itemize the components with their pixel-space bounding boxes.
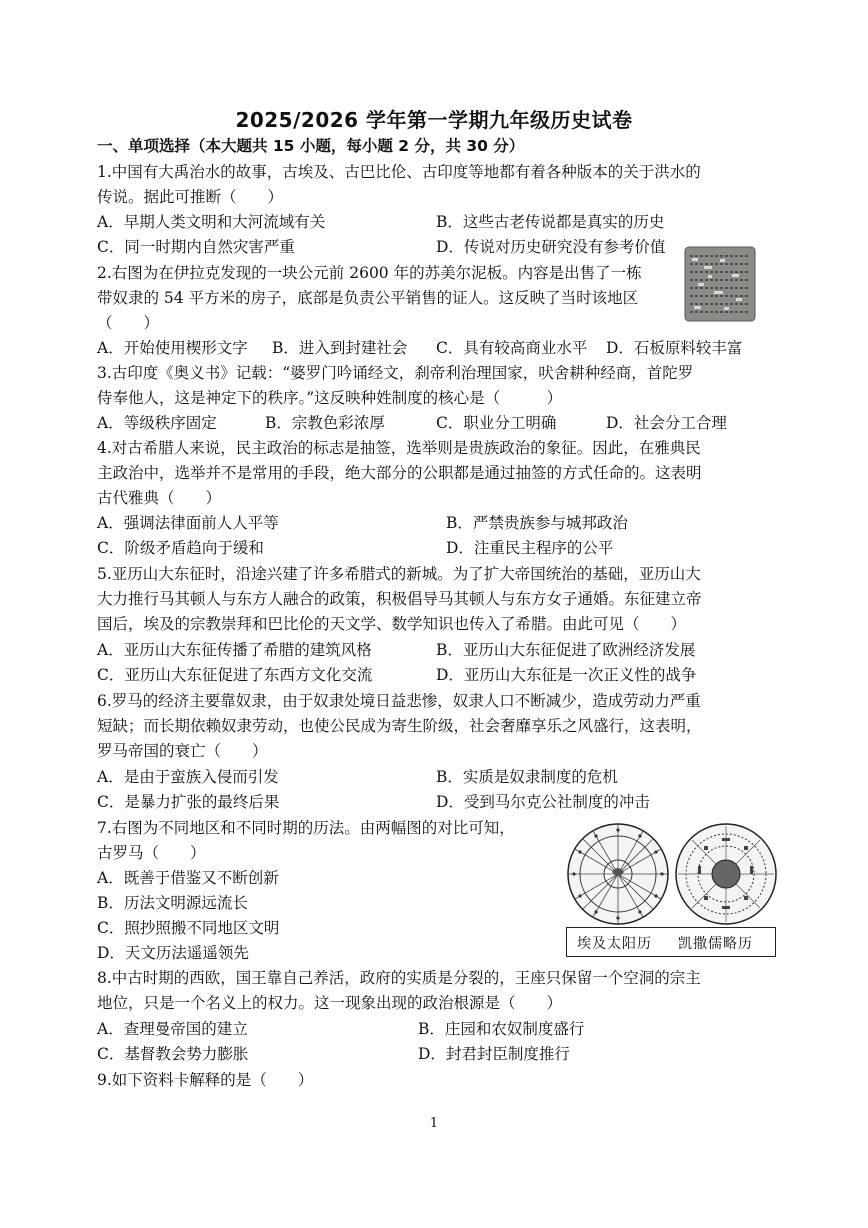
- egyptian-solar-calendar-image: [566, 822, 670, 926]
- question-8-stem-line-1: 8.中古时期的西欧，国王靠自己养活，政府的实质是分裂的，王座只保留一个空洞的宗主: [97, 969, 701, 987]
- question-5-stem-line-2: 大力推行马其顿人与东方人融合的政策，积极倡导马其顿人与东方女子通婚。东征建立帝: [97, 590, 702, 608]
- question-1-option-c: C．同一时期内自然灾害严重: [97, 238, 295, 256]
- question-5-stem-line-3: 国后，埃及的宗教崇拜和巴比伦的天文学、数学知识也传入了希腊。由此可见（ ）: [97, 615, 687, 633]
- question-6-option-b: B．实质是奴隶制度的危机: [436, 768, 618, 786]
- question-5-option-a: A．亚历山大东征传播了希腊的建筑风格: [97, 641, 372, 659]
- question-6-option-c: C．是暴力扩张的最终后果: [97, 793, 280, 811]
- question-4-stem-line-1: 4.对古希腊人来说，民主政治的标志是抽签，选举则是贵族政治的象征。因此，在雅典民: [97, 439, 701, 457]
- question-5-stem-line-1: 5.亚历山大东征时，沿途兴建了许多希腊式的新城。为了扩大帝国统治的基础，亚历山大: [97, 565, 701, 583]
- question-8-stem-line-2: 地位，只是一个名义上的权力。这一现象出现的政治根源是（ ）: [97, 994, 563, 1012]
- question-6-stem-line-2: 短缺；而长期依赖奴隶劳动，也使公民成为寄生阶级，社会奢靡享乐之风盛行，这表明，: [97, 717, 702, 735]
- egyptian-calendar-caption: 埃及太阳历: [577, 936, 652, 952]
- question-8-option-c: C．基督教会势力膨胀: [97, 1045, 249, 1063]
- exam-title: 2025/2026 学年第一学期九年级历史试卷: [235, 108, 633, 132]
- question-6-stem-line-1: 6.罗马的经济主要靠奴隶，由于奴隶处境日益悲惨，奴隶人口不断减少，造成劳动力严重: [97, 692, 701, 710]
- sumerian-clay-tablet-image: [684, 246, 756, 322]
- question-8-option-d: D．封君封臣制度推行: [418, 1045, 570, 1063]
- question-2-stem-line-2: 带奴隶的 54 平方米的房子，底部是负责公平销售的证人。这反映了当时该地区: [97, 289, 639, 307]
- julian-calendar-image: [674, 822, 778, 926]
- question-1-stem-line-1: 1.中国有大禹治水的故事，古埃及、古巴比伦、古印度等地都有着各种版本的关于洪水的: [97, 163, 701, 181]
- page-number: 1: [429, 1116, 439, 1131]
- question-3-option-b: B．宗教色彩浓厚: [265, 414, 385, 432]
- question-3-stem-line-2: 侍奉他人，这是神定下的秩序。”这反映种姓制度的核心是（ ）: [97, 389, 563, 407]
- question-5-option-b: B．亚历山大东征促进了欧洲经济发展: [436, 641, 696, 659]
- question-2-stem-line-1: 2.右图为在伊拉克发现的一块公元前 2600 年的苏美尔泥板。内容是出售了一栋: [97, 264, 642, 282]
- question-3-option-d: D．社会分工合理: [606, 414, 727, 432]
- question-1-stem-line-2: 传说。据此可推断（ ）: [97, 188, 284, 206]
- question-7-stem-line-2: 古罗马（ ）: [97, 844, 206, 862]
- question-4-option-a: A．强调法律面前人人平等: [97, 514, 279, 532]
- question-2-option-a: A．开始使用楔形文字: [97, 339, 248, 357]
- question-1-option-d: D．传说对历史研究没有参考价值: [436, 238, 666, 256]
- question-4-stem-line-3: 古代雅典（ ）: [97, 489, 222, 507]
- question-2-stem-line-3: （ ）: [97, 314, 160, 332]
- question-8-option-b: B．庄园和农奴制度盛行: [418, 1020, 585, 1038]
- question-1-option-a: A．早期人类文明和大河流域有关: [97, 213, 326, 231]
- question-6-stem-line-3: 罗马帝国的衰亡（ ）: [97, 742, 268, 760]
- question-4-option-b: B．严禁贵族参与城邦政治: [446, 514, 628, 532]
- question-3-option-c: C．职业分工明确: [436, 414, 557, 432]
- question-9-stem-line-1: 9.如下资料卡解释的是（ ）: [97, 1071, 314, 1089]
- julian-calendar-caption: 凯撒儒略历: [678, 936, 753, 952]
- question-7-option-b: B．历法文明源远流长: [97, 894, 248, 912]
- question-7-option-d: D．天文历法遥遥领先: [97, 944, 249, 962]
- question-3-stem-line-1: 3.古印度《奥义书》记载：“婆罗门吟诵经文，刹帝利治理国家，吠舍耕种经商，首陀罗: [97, 364, 694, 382]
- question-7-stem-line-1: 7.右图为不同地区和不同时期的历法。由两幅图的对比可知，: [97, 819, 515, 837]
- question-7-option-a: A．既善于借鉴又不断创新: [97, 869, 279, 887]
- question-6-option-d: D．受到马尔克公社制度的冲击: [436, 793, 650, 811]
- question-4-option-d: D．注重民主程序的公平: [446, 539, 614, 557]
- section-heading: 一、单项选择（本大题共 15 小题，每小题 2 分，共 30 分）: [97, 137, 525, 155]
- question-8-option-a: A．查理曼帝国的建立: [97, 1020, 248, 1038]
- question-4-option-c: C．阶级矛盾趋向于缓和: [97, 539, 264, 557]
- question-5-option-c: C．亚历山大东征促进了东西方文化交流: [97, 666, 373, 684]
- question-4-stem-line-2: 主政治中，选举并不是常用的手段，绝大部分的公职都是通过抽签的方式任命的。这表明: [97, 464, 702, 482]
- question-2-option-c: C．具有较高商业水平: [436, 339, 588, 357]
- question-6-option-a: A．是由于蛮族入侵而引发: [97, 768, 279, 786]
- question-1-option-b: B．这些古老传说都是真实的历史: [436, 213, 665, 231]
- question-7-option-c: C．照抄照搬不同地区文明: [97, 919, 280, 937]
- question-2-option-b: B．进入到封建社会: [272, 339, 408, 357]
- question-5-option-d: D．亚历山大东征是一次正义性的战争: [436, 666, 697, 684]
- question-3-option-a: A．等级秩序固定: [97, 414, 217, 432]
- question-2-option-d: D．石板原料较丰富: [606, 339, 743, 357]
